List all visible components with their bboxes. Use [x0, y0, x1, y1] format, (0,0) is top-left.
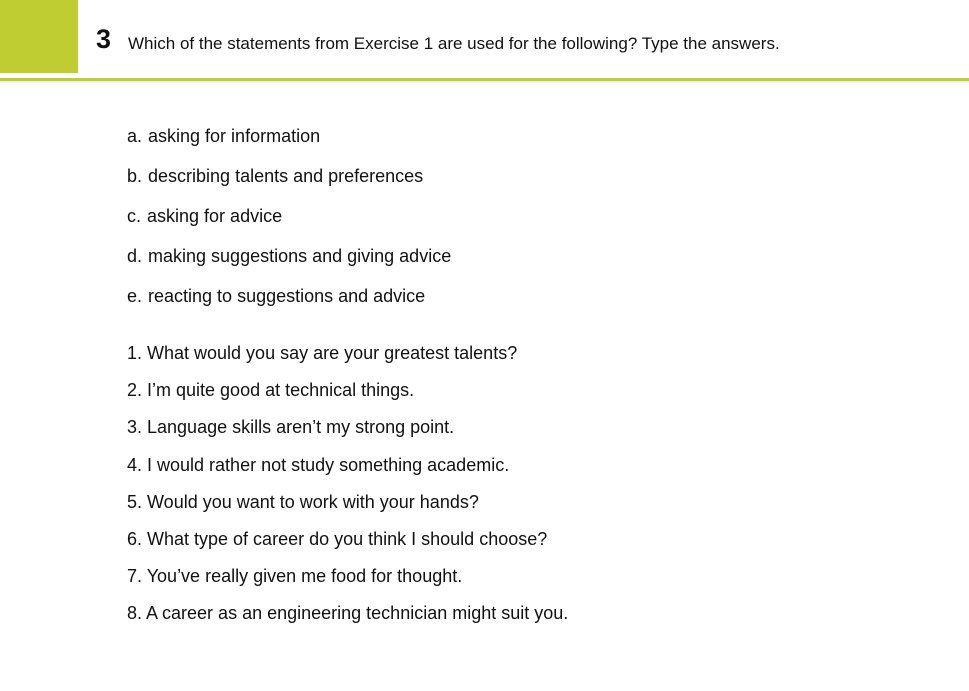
category-label: b.	[127, 166, 143, 186]
statement-2: 2. I’m quite good at technical things.	[127, 380, 415, 401]
statement-6: 6. What type of career do you think I should choose?	[127, 528, 548, 549]
statement-4: 4. I would rather not study something academic.	[127, 454, 510, 475]
statement-8: 8. A career as an engineering technician might suit you.	[127, 603, 569, 624]
category-label: d.	[127, 246, 143, 266]
function-category-list	[127, 124, 451, 324]
header-accent-block	[0, 0, 78, 73]
statement-list	[127, 341, 568, 639]
category-label: a.	[127, 126, 143, 146]
header-shadow	[0, 81, 969, 84]
category-item-c	[127, 204, 451, 244]
category-text: asking for information	[148, 126, 321, 146]
category-label: e.	[127, 286, 143, 306]
category-item-a	[127, 124, 451, 164]
exercise-header	[0, 0, 969, 82]
statement-7: 7. You’ve really given me food for thought.	[127, 566, 463, 587]
category-item-e	[127, 284, 451, 324]
statement-3: 3. Language skills aren’t my strong point.	[127, 417, 455, 438]
category-text: asking for advice	[147, 206, 283, 226]
category-text: describing talents and preferences	[148, 166, 424, 186]
category-text: making suggestions and giving advice	[148, 246, 452, 266]
exercise-instruction: Which of the statements from Exercise 1 are used for the following? Type the answers.	[128, 34, 780, 53]
exercise-number: 3	[96, 24, 112, 54]
category-item-d	[127, 244, 451, 284]
statement-5: 5. Would you want to work with your hands?	[127, 491, 479, 512]
category-label: c.	[127, 206, 142, 226]
statement-1: 1. What would you say are your greatest talents?	[127, 343, 518, 363]
category-item-b	[127, 164, 451, 204]
category-text: reacting to suggestions and advice	[148, 286, 426, 306]
